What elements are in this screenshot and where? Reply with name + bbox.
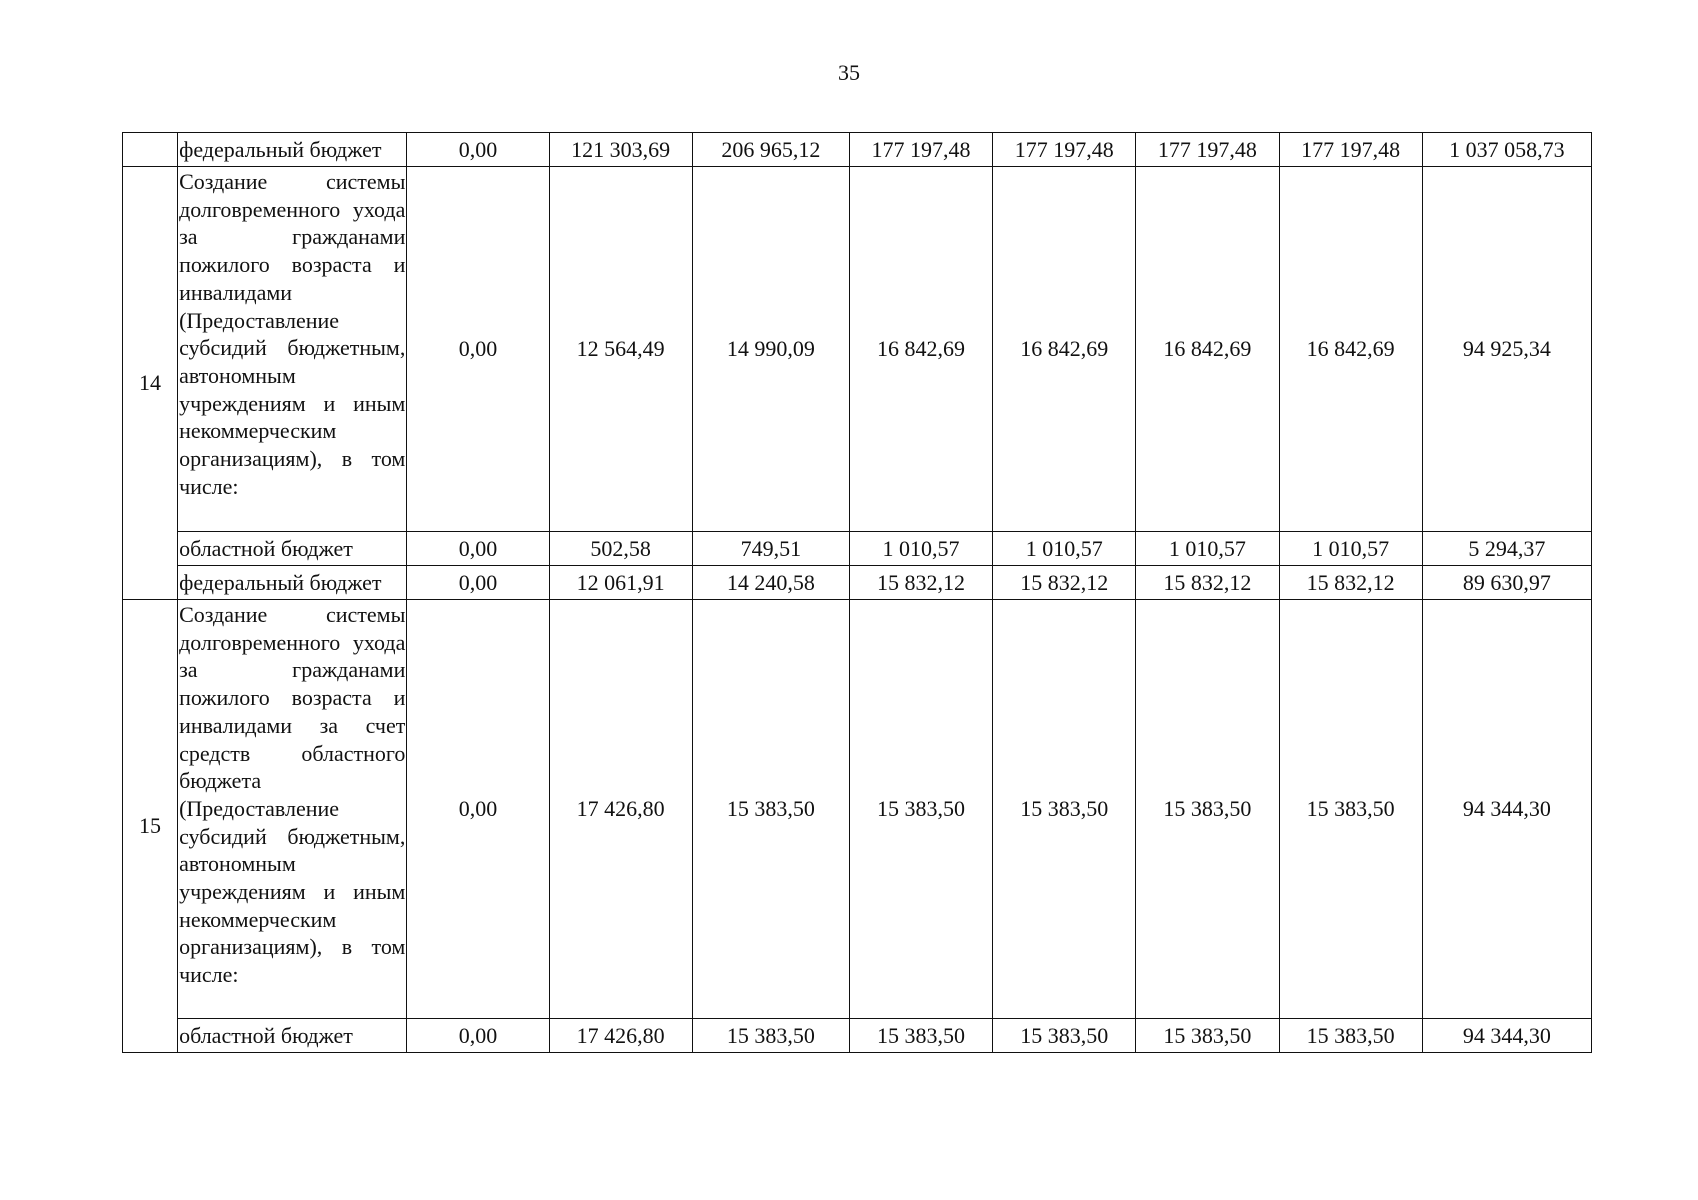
value-cell: 94 344,30 bbox=[1422, 1019, 1591, 1053]
value-cell: 15 832,12 bbox=[1136, 566, 1279, 600]
value-cell: 15 383,50 bbox=[692, 600, 849, 1019]
row-label: областной бюджет bbox=[178, 1019, 407, 1053]
value-cell: 15 383,50 bbox=[1136, 1019, 1279, 1053]
value-cell: 0,00 bbox=[407, 600, 549, 1019]
value-cell: 206 965,12 bbox=[692, 133, 849, 167]
row-label: областной бюджет bbox=[178, 532, 407, 566]
value-cell: 16 842,69 bbox=[1279, 167, 1422, 532]
value-cell: 15 383,50 bbox=[993, 1019, 1136, 1053]
value-cell: 1 037 058,73 bbox=[1422, 133, 1591, 167]
value-cell: 16 842,69 bbox=[1136, 167, 1279, 532]
budget-table bbox=[122, 132, 1592, 1053]
value-cell: 16 842,69 bbox=[993, 167, 1136, 532]
table-row bbox=[123, 566, 1592, 600]
value-cell: 1 010,57 bbox=[849, 532, 992, 566]
value-cell: 12 564,49 bbox=[549, 167, 692, 532]
table-row bbox=[123, 600, 1592, 1019]
value-cell: 0,00 bbox=[407, 566, 549, 600]
value-cell: 15 832,12 bbox=[1279, 566, 1422, 600]
table-row bbox=[123, 532, 1592, 566]
value-cell: 0,00 bbox=[407, 167, 549, 532]
value-cell: 177 197,48 bbox=[993, 133, 1136, 167]
value-cell: 0,00 bbox=[407, 532, 549, 566]
value-cell: 15 383,50 bbox=[1136, 600, 1279, 1019]
value-cell: 15 832,12 bbox=[849, 566, 992, 600]
value-cell: 177 197,48 bbox=[1279, 133, 1422, 167]
value-cell: 94 925,34 bbox=[1422, 167, 1591, 532]
value-cell: 15 383,50 bbox=[849, 600, 992, 1019]
value-cell: 1 010,57 bbox=[1279, 532, 1422, 566]
item-description: Создание системы долговременного ухода за гражданами пожилого возраста и инвалидами (Предоставление субсидий бюджетным, автономным учреждениям и иным некоммерческим организациям), в том числе: bbox=[178, 167, 407, 532]
value-cell: 17 426,80 bbox=[549, 1019, 692, 1053]
value-cell: 1 010,57 bbox=[993, 532, 1136, 566]
value-cell: 5 294,37 bbox=[1422, 532, 1591, 566]
item-index: 15 bbox=[123, 600, 178, 1053]
value-cell: 1 010,57 bbox=[1136, 532, 1279, 566]
row-label: федеральный бюджет bbox=[178, 133, 407, 167]
table-row bbox=[123, 1019, 1592, 1053]
value-cell: 0,00 bbox=[407, 1019, 549, 1053]
value-cell: 15 383,50 bbox=[1279, 600, 1422, 1019]
value-cell: 17 426,80 bbox=[549, 600, 692, 1019]
value-cell: 89 630,97 bbox=[1422, 566, 1591, 600]
value-cell: 15 383,50 bbox=[849, 1019, 992, 1053]
value-cell: 16 842,69 bbox=[849, 167, 992, 532]
value-cell: 15 383,50 bbox=[1279, 1019, 1422, 1053]
value-cell: 749,51 bbox=[692, 532, 849, 566]
table-row bbox=[123, 133, 1592, 167]
page-number: 35 bbox=[838, 60, 860, 85]
value-cell: 177 197,48 bbox=[849, 133, 992, 167]
value-cell: 15 383,50 bbox=[993, 600, 1136, 1019]
value-cell: 15 383,50 bbox=[692, 1019, 849, 1053]
value-cell: 12 061,91 bbox=[549, 566, 692, 600]
value-cell: 177 197,48 bbox=[1136, 133, 1279, 167]
index-cell bbox=[123, 133, 178, 167]
value-cell: 94 344,30 bbox=[1422, 600, 1591, 1019]
value-cell: 502,58 bbox=[549, 532, 692, 566]
item-description: Создание системы долговременного ухода за гражданами пожилого возраста и инвалидами за счет средств областного бюджета (Предоставление субсидий бюджетным, автономным учреждениям и иным некоммерческим организациям), в том числе: bbox=[178, 600, 407, 1019]
value-cell: 14 990,09 bbox=[692, 167, 849, 532]
value-cell: 121 303,69 bbox=[549, 133, 692, 167]
row-label: федеральный бюджет bbox=[178, 566, 407, 600]
value-cell: 15 832,12 bbox=[993, 566, 1136, 600]
value-cell: 0,00 bbox=[407, 133, 549, 167]
table-row bbox=[123, 167, 1592, 532]
item-index: 14 bbox=[123, 167, 178, 600]
value-cell: 14 240,58 bbox=[692, 566, 849, 600]
